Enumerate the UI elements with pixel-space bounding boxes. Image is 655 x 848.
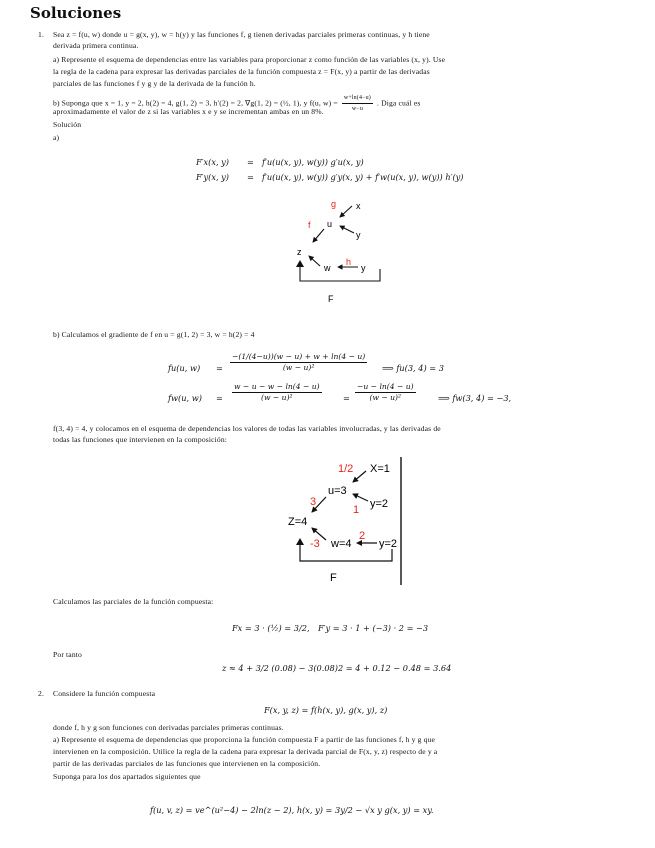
therefore-label: Por tanto: [53, 650, 82, 659]
equals-sign: =: [247, 157, 254, 167]
label-two: 2: [359, 530, 366, 542]
node-y2-value: y=2: [379, 538, 398, 550]
bracket-arrowhead: [296, 260, 304, 267]
equals-sign: =: [343, 393, 350, 403]
node-w-value: w=4: [331, 538, 352, 550]
node-z-value: Z=4: [288, 516, 308, 528]
fy-value: F′y = 3 · 1 + (−3) · 2 = −3: [318, 623, 429, 633]
label-half: 1/2: [338, 463, 354, 475]
statement-line: parciales de las funciones f y g y de la derivada de la función h.: [53, 79, 256, 88]
node-w: w: [324, 263, 331, 273]
edge-x-u: [340, 206, 352, 217]
node-x: x: [356, 201, 361, 211]
node-x-value: X=1: [370, 463, 390, 475]
node-y1: y: [356, 230, 361, 240]
edge-x-u: [353, 471, 366, 482]
node-y2: y: [361, 263, 366, 273]
chain-rule-fx-rhs: f′u(u(x, y), w(y)) g′u(x, y): [262, 157, 364, 167]
solution-heading: Solución: [53, 120, 82, 129]
statement-line: Sea z = f(u, w) donde u = g(x, y), w = h(y) y las funciones f, g tienen derivadas parciales primeras continuas, y h tiene: [53, 30, 430, 39]
page-title: Soluciones: [30, 4, 122, 22]
paragraph-line: Calculamos las parciales de la función compuesta:: [53, 597, 214, 606]
composite-function: F(x, y, z) = f(h(x, y), g(x, y), z): [264, 705, 388, 715]
fw-fraction-1: $\frac{w - u - w - \ln(4 - u)}{\text{(w − u)²}}$: [234, 382, 320, 402]
node-u: u: [327, 219, 333, 229]
statement-line: Considere la función compuesta: [53, 689, 156, 698]
dependency-diagram: [280, 195, 390, 307]
fw-result: ⟹ fw(3, 4) = −3,: [438, 393, 512, 403]
equals-sign: =: [247, 172, 254, 182]
statement-line: partir de las derivadas parciales de las funciones que intervienen en la composición.: [53, 759, 321, 768]
part-b-intro: b) Calculamos el gradiente de f en u = g(1, 2) = 3, w = h(2) = 4: [53, 330, 255, 339]
function-definitions: f(u, v, z) = ve^(u²−4) − 2ln(z − 2), h(x, y) = 3y/2 − √x y g(x, y) = xy.: [150, 805, 434, 815]
statement-line: aproximadamente el valor de z si las variables x e y se incrementan ambas en un 8%.: [53, 107, 324, 116]
statement-line: intervienen en la composición. Utilice la regla de la cadena para expresar la derivada parcial de F(x, y, z) respecto de y a: [53, 747, 438, 756]
statement-line: la regla de la cadena para expresar las derivadas parciales de la función compuesta z = F(x, y) a partir de las derivadas: [53, 67, 430, 76]
label-one: 1: [353, 504, 360, 516]
statement-line: Suponga para los dos apartados siguientes que: [53, 772, 201, 781]
node-F: F: [328, 294, 334, 304]
edge-y-u: [353, 494, 368, 501]
label-g: g: [331, 199, 337, 209]
problem-number: 2.: [38, 689, 44, 698]
fx-value: Fx = 3 · (½) = 3/2,: [232, 623, 310, 633]
node-z: z: [297, 247, 302, 257]
label-h: h: [346, 257, 352, 267]
bracket-arrowhead: [296, 538, 304, 545]
chain-rule-fy-rhs: f′u(u(x, y), w(y)) g′y(x, y) + f′w(u(x, y), w(y)) h′(y): [262, 172, 464, 182]
chain-rule-fy-lhs: F′y(x, y): [196, 172, 230, 182]
statement-line: donde f, h y g son funciones con derivadas parciales primeras continuas.: [53, 723, 284, 732]
fu-lhs: fu(u, w): [168, 363, 201, 373]
paragraph-line: todas las funciones que intervienen en la composición:: [53, 435, 228, 444]
dependency-diagram-values: [280, 455, 410, 590]
statement-line: derivada primera continua.: [53, 41, 139, 50]
statement-line: a) Represente el esquema de dependencias que proporciona la función compuesta F a partir de las funciones f, h y g que: [53, 735, 436, 744]
fu-result: ⟹ fu(3, 4) = 3: [382, 363, 444, 373]
label-three: 3: [310, 496, 317, 508]
composite-bracket: [300, 263, 380, 281]
statement-line: a) Represente el esquema de dependencias entre las variables para proporcionar z como función de las variables (x, y). Use: [53, 55, 446, 64]
node-y1-value: y=2: [370, 498, 389, 510]
edge-w-z: [309, 256, 320, 266]
edge-y-u: [340, 226, 354, 233]
node-u-value: u=3: [328, 485, 347, 497]
paragraph-line: f(3, 4) = 4, y colocamos en el esquema de dependencias los valores de todas las variables involucradas, y las derivadas de: [53, 424, 441, 433]
part-a-label: a): [53, 133, 60, 142]
node-F: F: [330, 572, 337, 584]
chain-rule-fx-lhs: F′x(x, y): [196, 157, 229, 167]
fu-fraction: $\frac{-(1/(4-u))(w - u) + w + \ln(4 - u)}{\text{(w − u)²}}$: [232, 352, 366, 372]
label-f: f: [308, 220, 311, 230]
edge-u-z: [313, 229, 324, 242]
equals-sign: =: [216, 363, 223, 373]
approximation: z ≈ 4 + 3/2 (0.08) − 3(0.08)2 = 4 + 0.12 − 0.48 = 3.64: [222, 663, 452, 673]
fw-fraction-2: $\frac{-u - \ln(4 - u)}{\text{(w − u)²}}$: [357, 382, 414, 402]
equals-sign: =: [216, 393, 223, 403]
label-minus-three: -3: [310, 538, 320, 550]
statement-line: b) Suponga que x = 1, y = 2, h(2) = 4, g(1, 2) = 3, h′(2) = 2, ∇g(1, 2) = (½, 1), y f(u, w) = $\frac{w+\ln(4-u)}{w-u}$ . Diga cuál es: [53, 95, 421, 112]
problem-number: 1.: [38, 30, 44, 39]
fw-lhs: fw(u, w): [168, 393, 202, 403]
